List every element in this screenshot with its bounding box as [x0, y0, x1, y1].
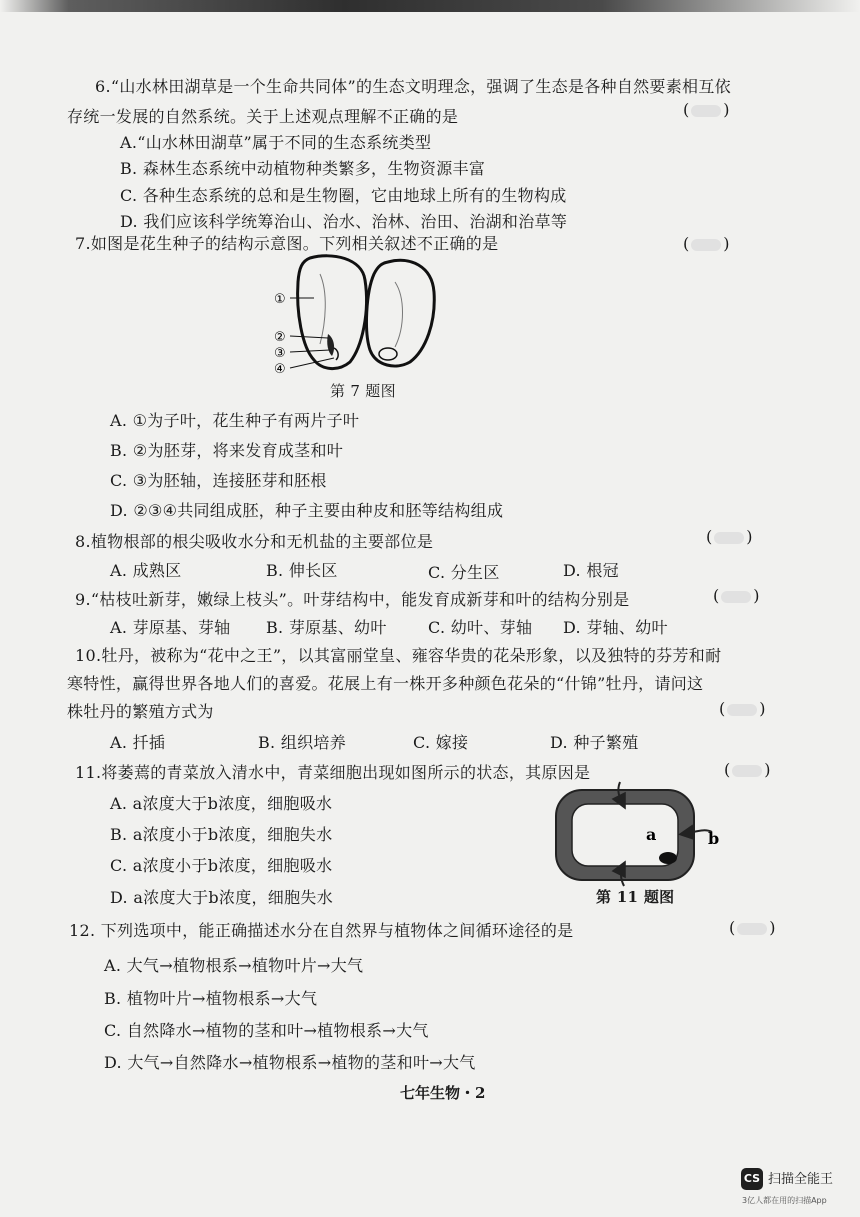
page-footer: 七年生物・2 [400, 1084, 486, 1102]
q12-answer-paren: ( ) [729, 918, 776, 937]
q12-option-b: B. 植物叶片→植物根系→大气 [104, 989, 318, 1008]
label-b: b [708, 829, 720, 848]
q6-option-b: B. 森林生态系统中动植物种类繁多，生物资源丰富 [120, 159, 486, 178]
q6-line2: 存统一发展的自然系统。关于上述观点理解不正确的是 [67, 107, 459, 126]
embryo-hypocotyl [334, 348, 338, 360]
seed-left-texture [320, 274, 325, 344]
q11-option-d: D. a浓度大于b浓度，细胞失水 [110, 888, 334, 907]
seed-right-outline [367, 260, 435, 366]
q10-line3: 株牡丹的繁殖方式为 [67, 702, 214, 721]
cell-nucleus [659, 852, 677, 864]
q11-option-c: C. a浓度小于b浓度，细胞吸水 [110, 856, 333, 875]
q11-answer-paren: ( ) [724, 760, 771, 779]
q6-line1: 6.“山水林田湖草是一个生命共同体”的生态文明理念，强调了生态是各种自然要素相互依 [95, 77, 731, 96]
label-a: a [646, 825, 657, 844]
label-4: ④ [274, 362, 286, 377]
label-1: ① [274, 292, 286, 307]
q12-option-a: A. 大气→植物根系→植物叶片→大气 [104, 956, 364, 975]
q7-stem: 7.如图是花生种子的结构示意图。下列相关叙述不正确的是 [75, 234, 499, 253]
scan-top-shadow [0, 0, 860, 12]
q7-option-c: C. ③为胚轴，连接胚芽和胚根 [110, 471, 327, 490]
q6-answer-paren: ( ) [683, 100, 730, 119]
q9-stem: 9.“枯枝吐新芽，嫩绿上枝头”。叶芽结构中，能发育成新芽和叶的结构分别是 [75, 590, 630, 609]
q10-line1: 10.牡丹，被称为“花中之王”，以其富丽堂皇、雍容华贵的花朵形象，以及独特的芬芳和耐 [75, 646, 722, 665]
q12-option-c: C. 自然降水→植物的茎和叶→植物根系→大气 [104, 1021, 429, 1040]
q6-option-a: A.“山水林田湖草”属于不同的生态系统类型 [120, 133, 432, 152]
q7-option-d: D. ②③④共同组成胚，种子主要由种皮和胚等结构组成 [110, 501, 504, 520]
q12-option-d: D. 大气→自然降水→植物根系→植物的茎和叶→大气 [104, 1053, 476, 1072]
q7-caption: 第 7 题图 [330, 382, 396, 400]
q6-option-d: D. 我们应该科学统筹治山、治水、治林、治田、治湖和治草等 [120, 212, 568, 231]
q8-option-c: C. 分生区 [428, 563, 500, 582]
q7-answer-paren: ( ) [683, 234, 730, 253]
q10-option-c: C. 嫁接 [413, 733, 469, 752]
q9-option-a: A. 芽原基、芽轴 [110, 618, 231, 637]
q9-option-c: C. 幼叶、芽轴 [428, 618, 533, 637]
q7-option-a: A. ①为子叶，花生种子有两片子叶 [110, 411, 360, 430]
q9-option-d: D. 芽轴、幼叶 [563, 618, 668, 637]
q9-option-b: B. 芽原基、幼叶 [266, 618, 387, 637]
q11-stem: 11.将萎蔫的青菜放入清水中，青菜细胞出现如图所示的状态，其原因是 [75, 763, 591, 782]
q10-option-a: A. 扦插 [110, 733, 166, 752]
camscanner-logo: CS [741, 1168, 763, 1190]
q11-option-b: B. a浓度小于b浓度，细胞失水 [110, 825, 333, 844]
plant-cell-figure [550, 780, 730, 888]
q8-stem: 8.植物根部的根尖吸收水分和无机盐的主要部位是 [75, 532, 434, 551]
peanut-seed-figure [270, 252, 450, 380]
q12-stem: 12. 下列选项中，能正确描述水分在自然界与植物体之间循环途径的是 [69, 921, 574, 940]
q11-option-a: A. a浓度大于b浓度，细胞吸水 [110, 794, 333, 813]
q10-answer-paren: ( ) [719, 699, 766, 718]
q10-option-d: D. 种子繁殖 [550, 733, 639, 752]
q10-line2: 寒特性，赢得世界各地人们的喜爱。花展上有一株开多种颜色花朵的“什锦”牡丹，请问这 [67, 674, 704, 693]
q8-answer-paren: ( ) [706, 527, 753, 546]
label-2: ② [274, 330, 286, 345]
label-3: ③ [274, 346, 286, 361]
q7-option-b: B. ②为胚芽，将来发育成茎和叶 [110, 441, 344, 460]
q9-answer-paren: ( ) [713, 586, 760, 605]
camscanner-name: 扫描全能王 [768, 1172, 834, 1187]
q8-option-d: D. 根冠 [563, 561, 619, 580]
q6-option-c: C. 各种生态系统的总和是生物圈，它由地球上所有的生物构成 [120, 186, 567, 205]
embryo-plumule [327, 334, 334, 356]
seed-right-texture [395, 282, 403, 347]
q8-option-b: B. 伸长区 [266, 561, 338, 580]
embryo-radicle [379, 348, 397, 360]
q10-option-b: B. 组织培养 [258, 733, 347, 752]
q8-option-a: A. 成熟区 [110, 561, 182, 580]
q11-caption: 第 11 题图 [596, 888, 675, 906]
camscanner-tagline: 3亿人都在用的扫描App [742, 1196, 827, 1205]
